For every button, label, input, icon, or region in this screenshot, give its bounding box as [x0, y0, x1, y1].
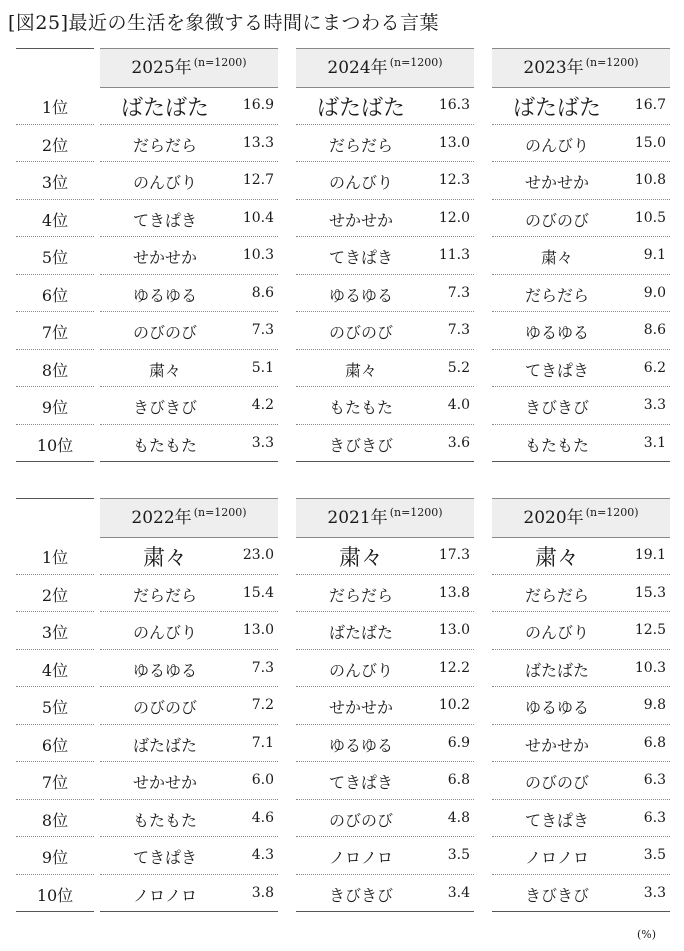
row-divider [16, 274, 94, 275]
percentage-value: 3.6 [447, 434, 470, 451]
rank-word: もたもた [132, 435, 197, 455]
rank-word: のびのび [524, 210, 589, 230]
row-divider [296, 649, 474, 650]
percentage-value: 12.7 [242, 172, 274, 188]
row-divider [492, 274, 670, 275]
percentage-value: 7.3 [447, 322, 470, 338]
percentage-value: 6.8 [447, 772, 470, 788]
rank-label: 3位 [41, 623, 69, 642]
row-divider [492, 236, 670, 237]
percentage-value: 16.9 [242, 97, 274, 113]
rank-label: 7位 [41, 323, 69, 342]
row-divider [296, 424, 474, 425]
row-divider [296, 124, 474, 125]
row-divider [16, 799, 94, 800]
percentage-value: 3.1 [643, 434, 666, 451]
percentage-value: 12.2 [438, 659, 470, 676]
row-divider [100, 649, 278, 650]
rank-column-top-line [16, 498, 94, 499]
percentage-value: 13.0 [438, 134, 470, 151]
percentage-value: 3.3 [251, 434, 274, 451]
percentage-value: 16.7 [634, 97, 666, 113]
row-divider [100, 911, 278, 912]
row-divider [100, 611, 278, 612]
row-divider [100, 799, 278, 800]
percentage-value: 7.1 [251, 734, 274, 751]
sample-size-label: (n=1200) [193, 56, 247, 69]
year-label: 2022年 [131, 508, 192, 528]
row-divider [100, 124, 278, 125]
row-divider [296, 836, 474, 837]
rank-word: だらだら [524, 285, 589, 305]
row-divider [16, 649, 94, 650]
rank-word: のんびり [524, 623, 589, 642]
rank-word: きびきび [328, 435, 393, 455]
rank-label: 3位 [41, 173, 69, 192]
percentage-value: 10.8 [634, 172, 666, 188]
rank-word: だらだら [328, 135, 393, 155]
rank-label: 7位 [41, 773, 69, 792]
rank-word: 粛々 [534, 546, 579, 571]
rank-word: 粛々 [338, 546, 383, 571]
percentage-value: 10.3 [634, 659, 666, 676]
rank-word: 粛々 [142, 546, 187, 571]
percentage-value: 13.8 [438, 584, 470, 601]
row-divider [16, 574, 94, 575]
row-divider [296, 461, 474, 462]
percentage-value: 7.3 [251, 322, 274, 338]
rank-label: 1位 [41, 548, 69, 567]
row-divider [296, 349, 474, 350]
row-divider [16, 349, 94, 350]
rank-word: もたもた [328, 398, 393, 417]
rank-word: てきぱき [328, 248, 393, 267]
rank-word: ばたばた [132, 735, 197, 755]
row-divider [296, 199, 474, 200]
row-divider [16, 836, 94, 837]
rank-label: 9位 [41, 848, 69, 867]
row-divider [492, 911, 670, 912]
rank-word: のびのび [132, 323, 197, 342]
rank-label: 10位 [36, 435, 74, 455]
row-divider [16, 236, 94, 237]
percentage-value: 19.1 [634, 547, 666, 563]
rank-label: 6位 [41, 735, 69, 755]
rank-column-top-line [16, 48, 94, 49]
rank-word: きびきび [132, 398, 197, 417]
row-divider [100, 461, 278, 462]
percentage-value: 6.3 [643, 772, 666, 788]
percentage-value: 8.6 [251, 284, 274, 301]
percentage-value: 9.1 [643, 247, 666, 263]
row-divider [100, 199, 278, 200]
year-header [100, 48, 278, 88]
rank-word: せかせか [524, 735, 589, 755]
rank-word: きびきび [524, 398, 589, 417]
row-divider [492, 424, 670, 425]
year-label: 2024年 [327, 58, 388, 78]
sample-size-label: (n=1200) [585, 56, 639, 69]
rank-word: のんびり [328, 173, 393, 192]
sample-size-label: (n=1200) [389, 506, 443, 519]
rank-word: ノロノロ [524, 848, 589, 867]
rank-word: 粛々 [540, 248, 573, 267]
rank-label: 2位 [41, 585, 69, 605]
row-divider [16, 199, 94, 200]
percentage-value: 10.5 [634, 209, 666, 226]
unit-label: (%) [636, 928, 656, 941]
rank-label: 8位 [41, 360, 69, 380]
rank-label: 5位 [41, 248, 69, 267]
rank-word: のびのび [328, 810, 393, 830]
percentage-value: 13.3 [242, 134, 274, 151]
row-divider [100, 574, 278, 575]
percentage-value: 3.5 [643, 847, 666, 863]
rank-word: てきぱき [524, 360, 589, 380]
row-divider [16, 124, 94, 125]
percentage-value: 4.3 [251, 847, 274, 863]
rank-word: てきぱき [328, 773, 393, 792]
page-title: [図25]最近の生活を象徴する時間にまつわる言葉 [8, 12, 440, 34]
rank-word: てきぱき [132, 848, 197, 867]
row-divider [492, 311, 670, 312]
percentage-value: 17.3 [438, 547, 470, 563]
rank-word: ばたばた [316, 96, 405, 121]
row-divider [100, 761, 278, 762]
row-divider [296, 236, 474, 237]
row-divider [100, 836, 278, 837]
rank-word: だらだら [132, 585, 197, 605]
percentage-value: 10.3 [242, 247, 274, 263]
row-divider [16, 911, 94, 912]
rank-word: ゆるゆる [132, 660, 197, 680]
row-divider [492, 686, 670, 687]
row-divider [492, 799, 670, 800]
percentage-value: 8.6 [643, 322, 666, 338]
row-divider [296, 874, 474, 875]
row-divider [492, 611, 670, 612]
row-divider [492, 461, 670, 462]
rank-word: ゆるゆる [132, 285, 197, 305]
row-divider [492, 649, 670, 650]
percentage-value: 12.3 [438, 172, 470, 188]
percentage-value: 7.2 [251, 697, 274, 713]
row-divider [296, 799, 474, 800]
row-divider [100, 236, 278, 237]
percentage-value: 15.4 [242, 584, 274, 601]
percentage-value: 9.8 [643, 697, 666, 713]
row-divider [296, 761, 474, 762]
percentage-value: 10.4 [242, 209, 274, 226]
year-label: 2021年 [327, 508, 388, 528]
percentage-value: 4.8 [447, 809, 470, 826]
sample-size-label: (n=1200) [585, 506, 639, 519]
rank-word: のんびり [132, 173, 197, 192]
row-divider [100, 686, 278, 687]
row-divider [100, 874, 278, 875]
rank-word: せかせか [328, 698, 393, 717]
row-divider [100, 349, 278, 350]
rank-word: ゆるゆる [328, 735, 393, 755]
row-divider [16, 611, 94, 612]
row-divider [492, 574, 670, 575]
row-divider [16, 161, 94, 162]
row-divider [492, 349, 670, 350]
rank-label: 6位 [41, 285, 69, 305]
rank-word: だらだら [524, 585, 589, 605]
sample-size-label: (n=1200) [389, 56, 443, 69]
percentage-value: 7.3 [251, 659, 274, 676]
rank-word: のびのび [328, 323, 393, 342]
row-divider [492, 199, 670, 200]
rank-word: ゆるゆる [328, 285, 393, 305]
rank-word: てきぱき [524, 810, 589, 830]
percentage-value: 3.3 [643, 397, 666, 413]
rank-word: せかせか [524, 173, 589, 192]
rank-label: 10位 [36, 885, 74, 905]
percentage-value: 16.3 [438, 97, 470, 113]
row-divider [296, 386, 474, 387]
percentage-value: 9.0 [643, 284, 666, 301]
rank-word: 粛々 [344, 360, 377, 380]
percentage-value: 5.2 [447, 359, 470, 376]
rank-word: のびのび [132, 698, 197, 717]
row-divider [16, 424, 94, 425]
row-divider [296, 724, 474, 725]
percentage-value: 6.0 [251, 772, 274, 788]
percentage-value: 6.9 [447, 734, 470, 751]
percentage-value: 5.1 [251, 359, 274, 376]
percentage-value: 12.0 [438, 209, 470, 226]
rank-label: 1位 [41, 98, 69, 117]
percentage-value: 4.2 [251, 397, 274, 413]
rank-word: ばたばた [512, 96, 601, 121]
rank-label: 2位 [41, 135, 69, 155]
percentage-value: 12.5 [634, 622, 666, 638]
year-label: 2023年 [523, 58, 584, 78]
row-divider [296, 274, 474, 275]
rank-word: のんびり [132, 623, 197, 642]
row-divider [296, 311, 474, 312]
percentage-value: 11.3 [438, 247, 470, 263]
percentage-value: 15.3 [634, 584, 666, 601]
ranking-block [0, 48, 684, 465]
rank-word: のんびり [524, 135, 589, 155]
year-label: 2020年 [523, 508, 584, 528]
year-header [100, 498, 278, 538]
rank-word: もたもた [524, 435, 589, 455]
rank-word: せかせか [328, 210, 393, 230]
rank-word: ばたばた [120, 96, 209, 121]
percentage-value: 3.5 [447, 847, 470, 863]
ranking-block [0, 498, 684, 915]
percentage-value: 4.0 [447, 397, 470, 413]
rank-word: せかせか [132, 248, 197, 267]
row-divider [100, 311, 278, 312]
rank-word: のびのび [524, 773, 589, 792]
row-divider [492, 724, 670, 725]
rank-label: 5位 [41, 698, 69, 717]
row-divider [296, 911, 474, 912]
percentage-value: 23.0 [242, 547, 274, 563]
rank-word: きびきび [524, 885, 589, 905]
percentage-value: 3.3 [643, 884, 666, 901]
rank-word: ゆるゆる [524, 698, 589, 717]
year-header [492, 498, 670, 538]
row-divider [296, 611, 474, 612]
row-divider [16, 724, 94, 725]
row-divider [100, 274, 278, 275]
year-header [296, 48, 474, 88]
rank-word: のんびり [328, 660, 393, 680]
row-divider [492, 874, 670, 875]
row-divider [492, 124, 670, 125]
sample-size-label: (n=1200) [193, 506, 247, 519]
row-divider [16, 761, 94, 762]
row-divider [296, 574, 474, 575]
rank-word: 粛々 [148, 360, 181, 380]
rank-word: ノロノロ [328, 848, 393, 867]
year-header [296, 498, 474, 538]
rank-label: 9位 [41, 398, 69, 417]
row-divider [296, 686, 474, 687]
row-divider [492, 761, 670, 762]
percentage-value: 4.6 [251, 809, 274, 826]
percentage-value: 13.0 [242, 622, 274, 638]
rank-word: てきぱき [132, 210, 197, 230]
rank-word: ノロノロ [132, 885, 197, 905]
row-divider [100, 724, 278, 725]
year-label: 2025年 [131, 58, 192, 78]
percentage-value: 13.0 [438, 622, 470, 638]
percentage-value: 6.3 [643, 809, 666, 826]
rank-label: 4位 [41, 210, 69, 230]
row-divider [296, 161, 474, 162]
percentage-value: 6.8 [643, 734, 666, 751]
row-divider [16, 461, 94, 462]
rank-word: もたもた [132, 810, 197, 830]
row-divider [16, 686, 94, 687]
row-divider [492, 386, 670, 387]
percentage-value: 7.3 [447, 284, 470, 301]
rank-word: ばたばた [328, 623, 393, 642]
rank-word: ばたばた [524, 660, 589, 680]
rank-word: だらだら [132, 135, 197, 155]
row-divider [100, 161, 278, 162]
percentage-value: 3.8 [251, 884, 274, 901]
rank-label: 4位 [41, 660, 69, 680]
row-divider [16, 386, 94, 387]
percentage-value: 10.2 [438, 697, 470, 713]
row-divider [492, 836, 670, 837]
rank-word: だらだら [328, 585, 393, 605]
rank-label: 8位 [41, 810, 69, 830]
row-divider [16, 311, 94, 312]
rank-word: きびきび [328, 885, 393, 905]
row-divider [100, 386, 278, 387]
percentage-value: 15.0 [634, 134, 666, 151]
row-divider [492, 161, 670, 162]
rank-word: ゆるゆる [524, 323, 589, 342]
percentage-value: 6.2 [643, 359, 666, 376]
row-divider [16, 874, 94, 875]
row-divider [100, 424, 278, 425]
rank-word: せかせか [132, 773, 197, 792]
year-header [492, 48, 670, 88]
percentage-value: 3.4 [447, 884, 470, 901]
